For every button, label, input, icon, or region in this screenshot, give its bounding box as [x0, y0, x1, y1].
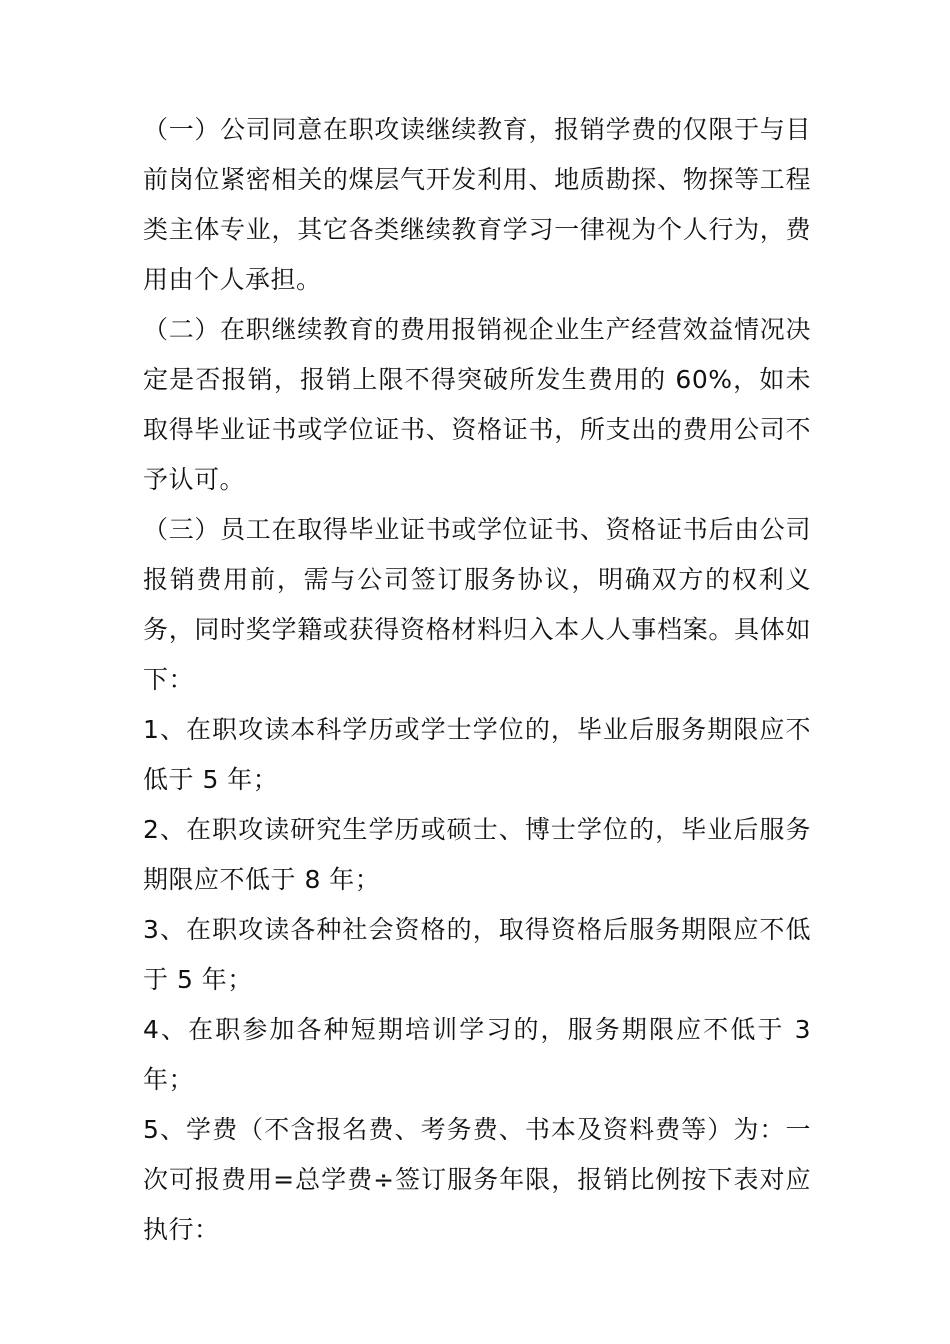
list-item-1: 1、在职攻读本科学历或学士学位的，毕业后服务期限应不低于 5 年； — [143, 715, 811, 794]
list-item-4: 4、在职参加各种短期培训学习的，服务期限应不低于 3 年； — [143, 1015, 811, 1094]
paragraph-section-2: （二）在职继续教育的费用报销视企业生产经营效益情况决定是否报销，报销上限不得突破所发生费用的 60%，如未取得毕业证书或学位证书、资格证书，所支出的费用公司不予认可。 — [143, 315, 811, 494]
list-item-2: 2、在职攻读研究生学历或硕士、博士学位的，毕业后服务期限应不低于 8 年； — [143, 815, 811, 894]
paragraph-section-1: （一）公司同意在职攻读继续教育，报销学费的仅限于与目前岗位紧密相关的煤层气开发利用、地质勘探、物探等工程类主体专业，其它各类继续教育学习一律视为个人行为，费用由个人承担。 — [143, 115, 811, 294]
list-item-3: 3、在职攻读各种社会资格的，取得资格后服务期限应不低于 5 年； — [143, 915, 811, 994]
list-item-5: 5、学费（不含报名费、考务费、书本及资料费等）为：一次可报费用=总学费÷签订服务年限，报销比例按下表对应执行： — [143, 1115, 811, 1244]
document-body — [143, 105, 811, 1255]
paragraph-section-3: （三）员工在取得毕业证书或学位证书、资格证书后由公司报销费用前，需与公司签订服务协议，明确双方的权利义务，同时奖学籍或获得资格材料归入本人人事档案。具体如下： — [143, 515, 811, 694]
